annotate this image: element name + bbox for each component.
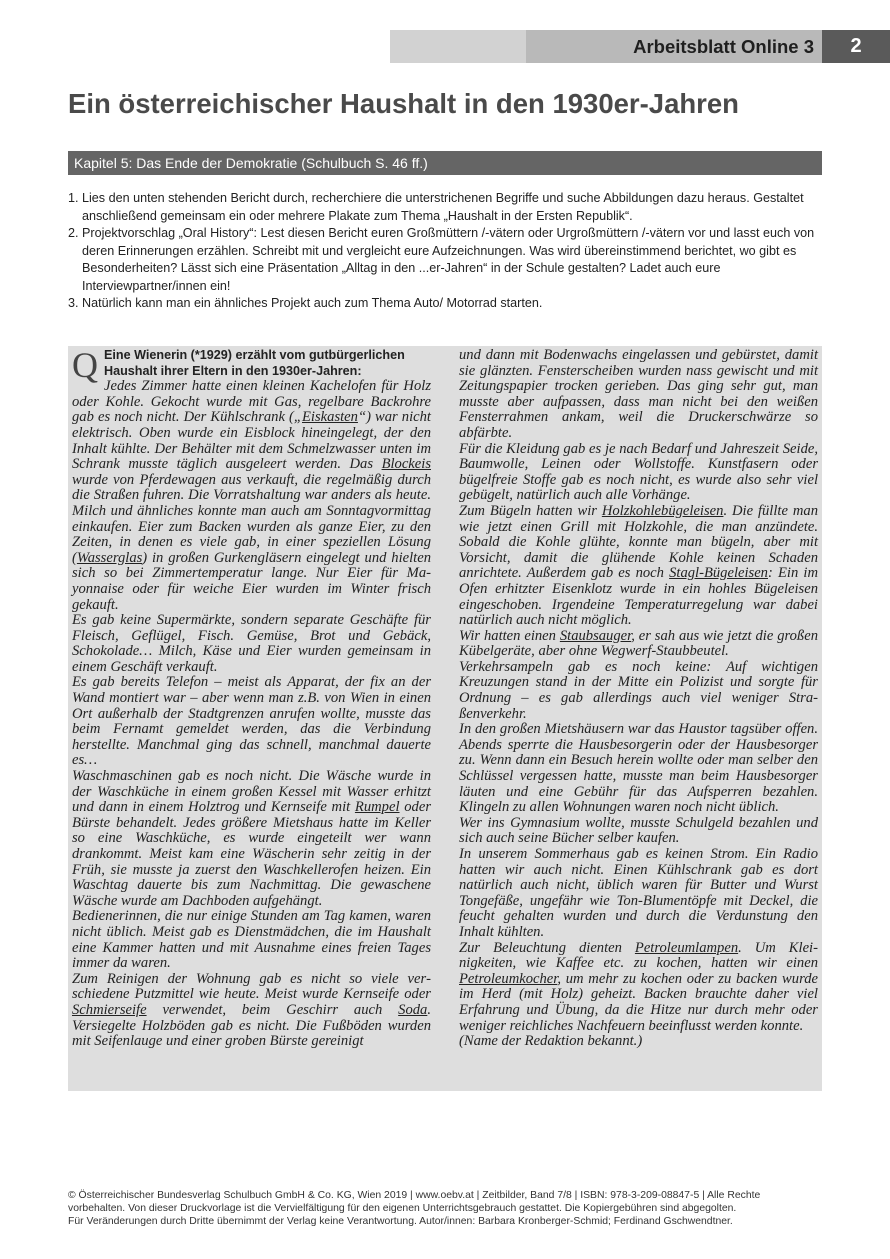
source-paragraph: Bedienerinnen, die nur einige Stunden am Tag kamen, waren nicht üblich. Meist gab es Dienstmädchen, die im Haushalt eine Kammer hatten und mit Ausnahme eines freien Tages immer da waren. [72,908,431,972]
source-paragraph: und dann mit Bodenwachs eingelassen und gebürstet, damit sie glänzten. Fensterscheiben wurden nass gewischt und mit Zeitungspapier trocken gerieben. Das ging sehr gut, man musste aber aufpassen, dass man nicht bei den weißen Fensterrahmen ankam, weil die Druckerschwärze so abfärbte. [459,347,818,441]
source-heading: Eine Wienerin (*1929) erzählt vom gutbürgerlichen Haushalt ihrer Eltern in den 1930er-Jahren: [104,348,405,378]
page-number: 2 [822,30,890,63]
footer-line: vorbehalten. Von dieser Druckvorlage ist die Vervielfältigung für den eigenen Unterrichtsgebrauch gestattet. Die Kopiergebühren sind abgegolten. [68,1203,737,1214]
source-paragraph: Wer ins Gymnasium wollte, musste Schulgeld bezahlen und sich auch seine Bücher selber kaufen. [459,814,818,847]
copyright-footer [68,1189,828,1228]
chapter-bar: Kapitel 5: Das Ende der Demokratie (Schulbuch S. 46 ff.) [68,151,822,175]
source-paragraph: In den großen Mietshäusern war das Haustor tagsüber offen. Abends sperrte die Hausbesorgerin oder der Hausbesorger zu. Wenn dann ein Besuch herein wollte oder man selber den Schlüssel vergessen hatte, musste man beim Hausbesorger läuten und eine Gebühr für das Aufsperren bezahlen. Klingeln zu allen Wohnungen waren noch nicht üblich. [459,721,818,816]
page-title: Ein österreichischer Haushalt in den 1930er-Jahren [68,88,739,119]
source-paragraph: Jedes Zimmer hatte einen kleinen Kachelofen für Holz oder Kohle. Gekocht wurde mit Gas, regelbare Backrohre gab es noch nicht. Der Kühlschrank („Eiskasten“) war nicht elektrisch. Oben wurde ein Eisblock hineingelegt, der den Inhalt kühlte. Der Behälter mit dem Schmelzwasser unten im Schrank musste täglich ausgeleert werden. Das Blockeis wurde von Pferdewagen aus verkauft, die regelmäßig durch die Straßen fuhren. Die Vorratshaltung war anders als heute. Milch und ähnliches konnte man auch am Sonntagvormittag einkaufen. Eier zum Backen wurden als ganze Eier, zu den Zeiten, in denen es viele gab, in einer speziellen Lösung (Wasserglas) in großen Gurkengläsern eingelegt und hielten sich so bei Zimmertemperatur lange. Nur Eier für Mayonnaise oder für weiche Eier wurden im Winter frisch gekauft. [72,378,431,613]
source-paragraph: Verkehrsampeln gab es noch keine: Auf wichtigen Kreuzungen stand in der Mitte ein Polizist und sorgte für Ordnung – es gab allerdings auch viel weniger Straßenverkehr. [459,658,818,722]
underlined-term: Blockeis [381,456,431,473]
source-marker: Q [72,345,98,385]
source-paragraph: Es gab keine Supermärkte, sondern separate Geschäfte für Fleisch, Geflügel, Fisch. Gemüse, Brot und Gebäck, Schokolade… Milch, Käse und Eier wurden gemeinsam in einem Geschäft verkauft. [72,612,431,675]
underlined-term: Soda [398,1001,428,1018]
underlined-term: Staubsauger [559,627,632,644]
footer-line: Für Veränderungen durch Dritte übernimmt der Verlag keine Verantwortung. Autor/innen: Barbara Kronberger-Schmid; Ferdinand Gschwendtner. [68,1216,733,1227]
source-paragraph: Es gab bereits Telefon – meist als Apparat, der fix an der Wand montiert war – aber wenn man z.B. von Wien in einen Ort außerhalb der Stadtgrenzen anrufen wollte, musste das beim Fernamt gemeldet werden, das die Verbindung herstellte. Manchmal ging das schnell, manchmal dauerte es… [72,674,431,769]
source-column-right [459,348,818,1050]
source-paragraph: Zum Reinigen der Wohnung gab es nicht so viele verschiedene Putzmittel wie heute. Meist wurde Kernseife oder Schmierseife verwendet, beim Geschirr auch Soda. Versiegelte Holzböden gab es nicht. Die Fußböden wurden mit Seifenlauge und einer groben Bürste gereinigt [72,970,431,1050]
task-text: Natürlich kann man ein ähnliches Projekt auch zum Thema Auto/ Motorrad starten. [82,296,543,310]
source-attribution: (Name der Redaktion bekannt.) [459,1033,643,1050]
source-paragraph: Waschmaschinen gab es noch nicht. Die Wäsche wurde in der Waschküche in einem großen Kessel mit Wasser erhitzt und dann in einem Holztrog und Kernseife mit Rumpel oder Bürste behandelt. Jedes größere Mietshaus hatte im Keller so eine Waschküche, es wurde eingeteilt wer wann drankommt. Meist kam eine Wäscherin sehr zeitig in der Früh, sie musste ja zuerst den Waschkellerofen heizen. Ein Waschtag dauerte bis zum Nachmittag. Die gewaschene Wäsche wurde am Dachboden aufgehängt. [72,768,431,909]
underlined-term: Wasserglas [76,549,143,566]
task-list [68,190,822,313]
source-paragraph: Zur Beleuchtung dienten Petroleumlampen. Um Kleinigkeiten, wie Kaffee etc. zu kochen, hatten wir einen Petroleumkocher, um mehr zu kochen oder zu backen wurde im Herd (mit Holz) geheizt. Backen brauchte daher viel Erfahrung und Übung, da die Hitze nur durch mehr oder weniger reichliches Nachfeuern beeinflusst werden konnte. [459,939,818,1034]
underlined-term: Schmierseife [72,1001,147,1018]
header-band-light [390,30,526,63]
task-number: 2. [68,226,79,240]
footer-line: © Österreichischer Bundesverlag Schulbuch GmbH & Co. KG, Wien 2019 | www.oebv.at | Zeitbilder, Band 7/8 | ISBN: 978-3-209-08847-5 | Alle Rechte [68,1190,761,1201]
underlined-term: Petroleumlampen [634,939,739,956]
source-paragraph: Wir hatten einen Staubsauger, er sah aus wie jetzt die großen Kübelgeräte, aber ohne Wegwerf-Staubbeutel. [459,627,818,660]
task-number: 3. [68,296,79,310]
underlined-term: Petroleumkocher [459,970,558,987]
source-column-left [72,345,431,1050]
underlined-term: Eiskasten [302,409,358,426]
source-paragraph: Für die Kleidung gab es je nach Bedarf und Jahreszeit Seide, Baumwolle, Leinen oder Wollstoffe. Kunstfasern oder bügelfreie Stoffe gab es noch nicht, es wurde also sehr viel gebügelt, natürlich auch alle Vorhänge. [459,440,818,504]
task-text: Lies den unten stehenden Bericht durch, recherchiere die unterstrichenen Begriffe und suche Abbildungen dazu heraus. Gestaltet anschließend gemeinsam ein oder mehrere Plakate zum Thema „Haushalt in der Ersten Republik“. [82,191,804,223]
underlined-term: Stagl-Bügeleisen [669,565,768,582]
source-paragraph: In unserem Sommerhaus gab es keinen Strom. Ein Radio hatten wir auch nicht. Einen Kühlschrank gab es dort natürlich auch nicht, üblich waren für Butter und Wurst Tongefäße, ungefähr wie Ton-Blumentöpfe mit Deckel, die feucht gehalten wurden und durch die Verdunstung den Inhalt kühlten. [459,846,818,940]
task-number: 1. [68,191,79,205]
task-item [68,295,822,313]
task-item [68,190,822,225]
task-text: Projektvorschlag „Oral History“: Lest diesen Bericht euren Großmüttern /-vätern oder Urgroßmüttern /-vätern vor und lasst euch von deren Erinnerungen erzählen. Schreibt mit und vergleicht eure Aufzeichnungen. Was wird übereinstimmend berichtet, wo gibt es Besonderheiten? Lässt sich eine Präsentation „Alltag in den ...er-Jahren“ in der Schule gestalten? Ladet auch eure Interviewpartner/innen ein! [82,226,815,293]
task-item [68,225,822,295]
underlined-term: Holzkohlebügeleisen [601,502,724,519]
source-paragraph: Zum Bügeln hatten wir Holzkohlebügeleisen. Die füllte man wie jetzt einen Grill mit Holzkohle, die man anzündete. Sobald die Kohle glühte, konnte man bügeln, aber mit Vorsicht, damit die glühende Kohle keinen Schaden anrichtete. Außerdem gab es noch Stagl-Bügeleisen: Ein im Ofen erhitzter Eisenklotz wurde in ein hohles Bügeleisen eingeschoben. Irgendeine Temperaturregelung war dabei natürlich auch nicht möglich. [459,502,818,629]
worksheet-label: Arbeitsblatt Online 3 [633,36,814,57]
underlined-term: Rumpel [354,799,400,816]
